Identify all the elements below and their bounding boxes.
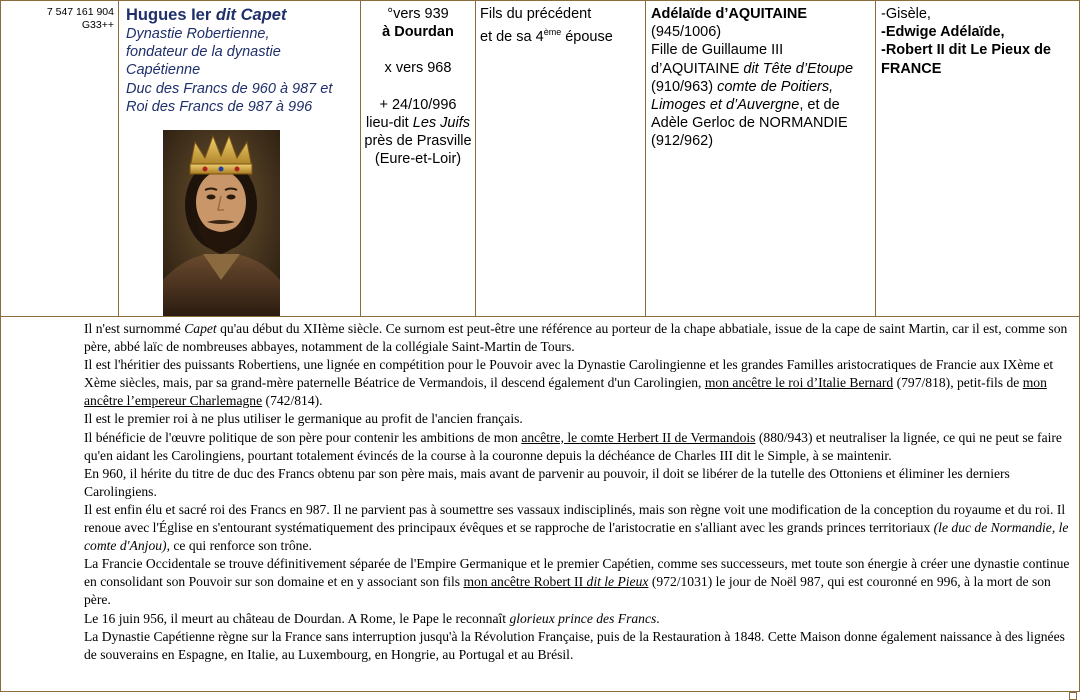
ref-code: G33++ bbox=[81, 19, 114, 31]
table-top-border bbox=[0, 0, 1080, 1]
column-divider bbox=[360, 0, 361, 316]
death-date: + 24/10/996 bbox=[379, 96, 457, 113]
bio-text: Il n'est surnommé bbox=[84, 321, 185, 336]
bio-paragraph bbox=[84, 501, 1070, 555]
bio-paragraph bbox=[84, 555, 1070, 609]
bio-text: Il est enfin élu et sacré roi des Francs en 987. Il ne parvient pas à soumettre ses vassaux indisciplinés, mais son règne voit une modification de la conception du royaume et du roi. Il renoue avec l'Église en s'entourant systématiquement des principaux évêques et se rapproche de l'aristocratie en s'alliant avec les grands princes territoriaux bbox=[84, 501, 1066, 536]
bio-text: . bbox=[656, 610, 660, 626]
ref-number: 7 547 161 904 bbox=[46, 6, 114, 18]
spouse-dates: (945/1006) bbox=[651, 24, 722, 41]
spouse-father: Fille de Guillaume III d’AQUITAINE bbox=[651, 42, 784, 77]
table-end-marker bbox=[1069, 692, 1077, 700]
bio-text: (880/943) et neutraliser la lignée, ce qui ne peut se faire qu'en aidant les Carolingiens, pourtant totalement évincés de la course à la couronne depuis la déchéance de Charles III dit le Simple, à se maintenir. bbox=[84, 429, 1062, 463]
desc-line: Roi des Francs de 987 à 996 bbox=[126, 98, 313, 115]
children-cell bbox=[881, 5, 1076, 78]
spouse-cell bbox=[651, 5, 873, 151]
person-cell bbox=[126, 5, 358, 116]
bio-paragraph bbox=[84, 320, 1070, 356]
bio-paragraph bbox=[84, 429, 1070, 465]
portrait-image bbox=[163, 130, 280, 316]
person-name-prefix: Hugues Ier bbox=[126, 6, 216, 24]
portrait-drawing bbox=[163, 130, 280, 316]
ancestor-link-charlemagne[interactable]: mon ancêtre l’empereur Charlemagne bbox=[84, 375, 1047, 409]
ref-cell bbox=[4, 6, 114, 32]
ancestor-link-herbert[interactable]: ancêtre, le comte Herbert II de Vermandois bbox=[521, 429, 756, 445]
parents-line: Fils du précédent bbox=[480, 6, 592, 22]
row-divider bbox=[0, 316, 1080, 317]
bio-text: (797/818), petit-fils de bbox=[893, 375, 1023, 391]
ordinal-sup: ème bbox=[543, 27, 562, 38]
person-description bbox=[126, 25, 358, 116]
spouse-father-dates: (910/963) bbox=[651, 78, 718, 95]
bio-paragraph: Il est le premier roi à ne plus utiliser le germanique au profit de l'ancien français. bbox=[84, 411, 523, 427]
table-left-border bbox=[0, 0, 1, 692]
column-divider bbox=[118, 0, 119, 316]
marriage-date: x vers 968 bbox=[384, 60, 452, 77]
bio-text: Il bénéficie de l'œuvre politique de son père pour contenir les ambitions de mon bbox=[84, 429, 522, 445]
ancestor-link-robert[interactable] bbox=[463, 574, 648, 589]
spacer bbox=[364, 78, 472, 96]
spouse-father-titles: comte de Poitiers, Limoges et d’Auvergne bbox=[651, 78, 834, 114]
bio-link-italic: dit le Pieux bbox=[586, 574, 649, 590]
bio-text: (972/1031) le jour de Noël 987, qui est couronné en 996, à la mort de son père. bbox=[84, 574, 1051, 608]
death-place-name: Les Juifs bbox=[412, 114, 470, 131]
desc-line: Dynastie Robertienne, bbox=[126, 26, 270, 42]
bio-text: La Francie Occidentale se trouve définitivement séparée de l'Empire Germanique et le premier Capétien, comme ses successeurs, met toute son énergie à créer une dynastie continue en consolidant son Pouvoir sur son domaine et en y associant son fils bbox=[84, 556, 1070, 590]
desc-line: Duc des Francs de 960 à 987 et bbox=[126, 80, 333, 97]
column-divider bbox=[475, 0, 476, 316]
death-place bbox=[364, 114, 472, 169]
bio-paragraph bbox=[84, 610, 1070, 628]
desc-line: fondateur de la dynastie bbox=[126, 44, 281, 61]
birth-date: °vers 939 bbox=[387, 6, 449, 22]
table-bottom-border bbox=[0, 691, 1080, 692]
spouse-name: Adélaïde d’AQUITAINE bbox=[651, 6, 808, 22]
parents-cell bbox=[480, 5, 642, 46]
child-item: -Gisèle, bbox=[881, 6, 931, 22]
bio-text: Le 16 juin 956, il meurt au château de Dourdan. A Rome, le Pape le reconnaît bbox=[84, 610, 510, 626]
bio-paragraph bbox=[84, 356, 1070, 410]
events-cell bbox=[364, 5, 472, 168]
desc-line: Capétienne bbox=[126, 62, 201, 79]
spouse-mother: , et de Adèle Gerloc de NORMANDIE (912/962) bbox=[651, 97, 848, 150]
bio-paragraph: En 960, il hérite du titre de duc des Francs obtenu par son père mais, mais avant de parvenir au pouvoir, il doit se libérer de la tutelle des Ottoniens et éliminer les derniers Carolingiens. bbox=[84, 465, 1010, 499]
bio-text: Il est l'héritier des puissants Robertiens, une lignée en compétition pour le Pouvoir avec la Dynastie Carolingienne et les grandes Familles aristocratiques de Francie aux IXème et Xème siècles, mais, par sa grand-mère paternelle Béatrice de Vermandois, il descend également d'un Carolingien, bbox=[84, 357, 1054, 391]
child-item: -Robert II dit Le Pieux de FRANCE bbox=[881, 42, 1051, 77]
bio-text: , ce qui renforce son trône. bbox=[166, 538, 312, 554]
spacer bbox=[364, 41, 472, 59]
parents-text: épouse bbox=[561, 29, 613, 46]
person-name-suffix: dit Capet bbox=[215, 6, 287, 24]
parents-text: et de sa 4 bbox=[480, 29, 544, 46]
child-item: -Edwige Adélaïde, bbox=[881, 24, 1005, 41]
spouse-father-nickname: dit Tête d’Etoupe bbox=[743, 60, 854, 77]
death-place-prefix: lieu-dit bbox=[366, 114, 413, 131]
ancestor-link-bernard[interactable]: mon ancêtre le roi d’Italie Bernard bbox=[704, 375, 894, 391]
spouse-parents bbox=[651, 41, 873, 150]
birth-place: à Dourdan bbox=[382, 24, 454, 41]
bio-paragraph: La Dynastie Capétienne règne sur la France sans interruption jusqu'à la Révolution Française, puis de la Restauration à 1848. Cette Maison donne également naissance à des lignées de souverains en Espagne, en Italie, au Luxembourg, en Hongrie, au Portugal et au Brésil. bbox=[84, 628, 1065, 662]
table-right-border bbox=[1079, 0, 1080, 692]
column-divider bbox=[875, 0, 876, 316]
biography bbox=[84, 320, 1070, 664]
bio-italic: Capet bbox=[184, 321, 217, 336]
bio-italic: glorieux prince des Francs bbox=[509, 610, 657, 626]
bio-text: qu'au début du XIIème siècle. Ce surnom est peut-être une référence au porteur de la chape abbatiale, issue de la cape de saint Martin, car il est, comme son père, abbé laïc de nombreuses abbayes, notamment de la collégiale Saint-Martin de Tours. bbox=[84, 321, 1068, 355]
parents-line bbox=[480, 23, 642, 46]
death-place-suffix: près de Prasville (Eure-et-Loir) bbox=[364, 133, 472, 168]
person-name bbox=[126, 5, 358, 25]
bio-link-text: mon ancêtre Robert II bbox=[463, 574, 587, 590]
bio-text: (742/814). bbox=[262, 393, 323, 409]
bio-italic: (le duc de Normandie, le comte d'Anjou) bbox=[84, 520, 1069, 554]
column-divider bbox=[645, 0, 646, 316]
